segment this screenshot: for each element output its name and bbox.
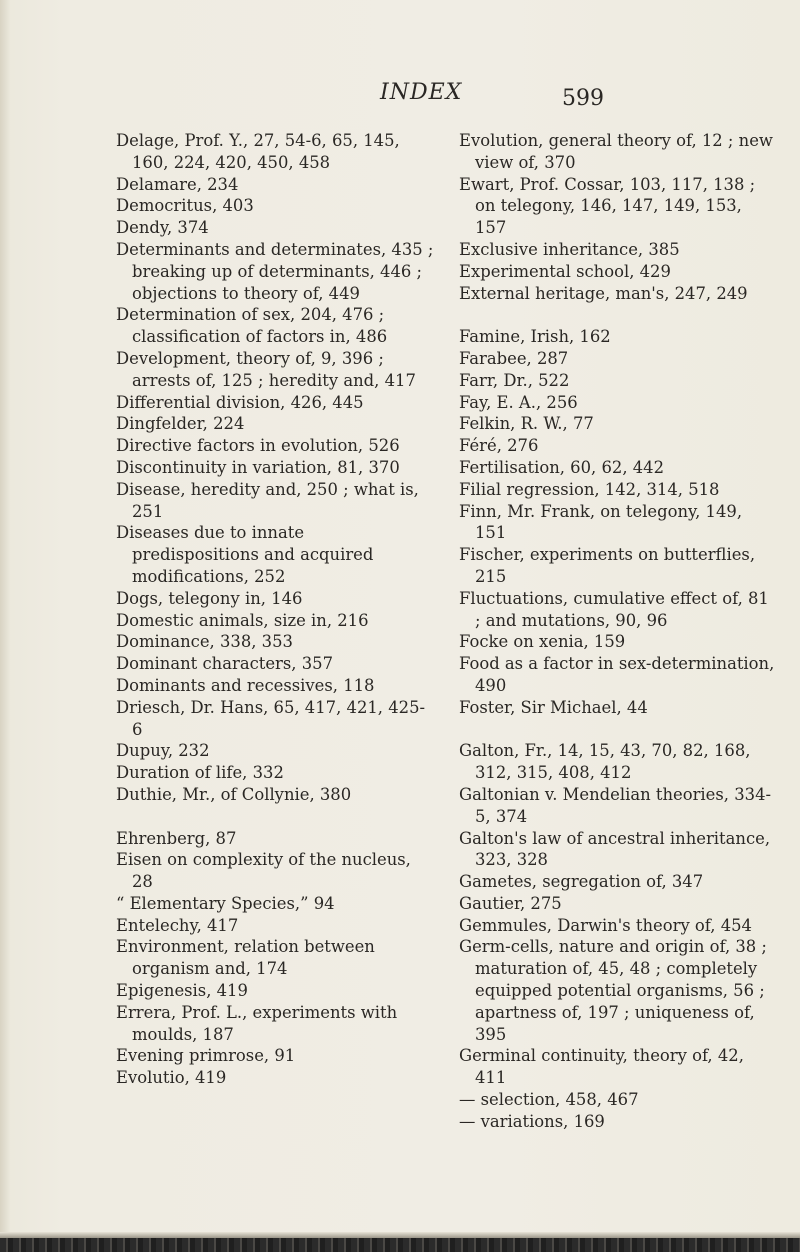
index-entry: Dominant characters, 357 — [116, 654, 334, 674]
index-entry: Dupuy, 232 — [116, 741, 210, 761]
index-entry: Finn, Mr. Frank, on telegony, 149, 151 — [459, 501, 743, 543]
index-entry: Exclusive inheritance, 385 — [459, 239, 680, 259]
index-entry: Ehrenberg, 87 — [116, 828, 237, 848]
index-entry: Directive factors in evolution, 526 — [116, 436, 400, 456]
index-entry: Gautier, 275 — [459, 893, 562, 913]
index-entry: Evolutio, 419 — [116, 1068, 227, 1088]
index-entry: Germ-cells, nature and origin of, 38 ; maturation of, 45, 48 ; completely equipped potential organisms, 56 ; apartness of, 197 ; uniqueness of, 395 — [459, 937, 767, 1044]
index-entry: Environment, relation between organism and, 174 — [116, 937, 375, 979]
index-entry: Evening primrose, 91 — [116, 1046, 296, 1066]
index-entry: Duthie, Mr., of Collynie, 380 — [116, 784, 352, 804]
index-entry: Ewart, Prof. Cossar, 103, 117, 138 ; on telegony, 146, 147, 149, 153, 157 — [459, 174, 756, 238]
index-entry: Disease, heredity and, 250 ; what is, 251 — [116, 479, 419, 521]
index-entry: “ Elementary Species,” 94 — [116, 893, 335, 913]
index-entry: Democritus, 403 — [116, 196, 254, 216]
page-header — [0, 80, 800, 120]
index-entry: — variations, 169 — [459, 1111, 605, 1131]
index-entry: Dogs, telegony in, 146 — [116, 588, 303, 608]
index-entry: Discontinuity in variation, 81, 370 — [116, 457, 400, 477]
index-entry: Filial regression, 142, 314, 518 — [459, 479, 720, 499]
index-entry: Evolution, general theory of, 12 ; new view of, 370 — [459, 131, 773, 172]
index-entry: Driesch, Dr. Hans, 65, 417, 421, 425-6 — [116, 697, 426, 739]
index-column-left — [116, 130, 434, 1089]
index-entry: Dingfelder, 224 — [116, 414, 245, 434]
page-number: 599 — [562, 86, 604, 111]
index-entry: Diseases due to innate predispositions and acquired modifications, 252 — [116, 523, 374, 586]
index-entry: Duration of life, 332 — [116, 763, 284, 783]
page-spine-shadow — [0, 0, 10, 1252]
index-entry: Foster, Sir Michael, 44 — [459, 697, 648, 717]
index-entry: Galton's law of ancestral inheritance, 323, 328 — [459, 828, 771, 870]
index-entry: Differential division, 426, 445 — [116, 392, 364, 412]
index-entry: — selection, 458, 467 — [459, 1090, 639, 1110]
index-entry: Dendy, 374 — [116, 218, 209, 238]
index-entry: Farr, Dr., 522 — [459, 370, 570, 390]
index-entry: Delamare, 234 — [116, 174, 239, 194]
index-entry: Galtonian v. Mendelian theories, 334-5, 374 — [459, 784, 772, 826]
index-entry: Errera, Prof. L., experiments with moulds, 187 — [116, 1002, 398, 1044]
index-entry: Dominance, 338, 353 — [116, 632, 293, 652]
index-entry: Dominants and recessives, 118 — [116, 675, 375, 695]
index-entry: External heritage, man's, 247, 249 — [459, 283, 748, 303]
running-title: INDEX — [380, 80, 463, 105]
bottom-edge-strip — [0, 1238, 800, 1252]
index-entry: Focke on xenia, 159 — [459, 632, 626, 652]
index-entry: Féré, 276 — [459, 436, 539, 456]
index-entry: Experimental school, 429 — [459, 261, 671, 281]
index-entry: Determination of sex, 204, 476 ; classification of factors in, 486 — [116, 305, 388, 347]
index-entry: Domestic animals, size in, 216 — [116, 610, 369, 630]
index-entry: Fay, E. A., 256 — [459, 392, 578, 412]
index-entry: Eisen on complexity of the nucleus, 28 — [116, 850, 411, 892]
index-entry: Fluctuations, cumulative effect of, 81 ; and mutations, 90, 96 — [459, 588, 769, 630]
index-entry: Food as a factor in sex-determination, 490 — [459, 654, 775, 695]
index-entry: Determinants and determinates, 435 ; breaking up of determinants, 446 ; objections to theory of, 449 — [116, 239, 434, 303]
index-entry: Delage, Prof. Y., 27, 54-6, 65, 145, 160, 224, 420, 450, 458 — [116, 131, 400, 172]
index-entry: Felkin, R. W., 77 — [459, 414, 594, 434]
index-entry: Gametes, segregation of, 347 — [459, 872, 704, 892]
index-entry: Development, theory of, 9, 396 ; arrests of, 125 ; heredity and, 417 — [116, 348, 416, 390]
index-entry: Famine, Irish, 162 — [459, 327, 611, 347]
index-entry: Farabee, 287 — [459, 348, 569, 368]
index-entry: Fertilisation, 60, 62, 442 — [459, 457, 665, 477]
index-entry: Galton, Fr., 14, 15, 43, 70, 82, 168, 312, 315, 408, 412 — [459, 741, 751, 783]
index-entry: Fischer, experiments on butterflies, 215 — [459, 545, 756, 586]
index-column-right — [459, 130, 777, 1133]
index-entry: Germinal continuity, theory of, 42, 411 — [459, 1046, 744, 1088]
index-entry: Epigenesis, 419 — [116, 981, 248, 1001]
index-entry: Entelechy, 417 — [116, 915, 239, 935]
index-entry: Gemmules, Darwin's theory of, 454 — [459, 915, 752, 935]
